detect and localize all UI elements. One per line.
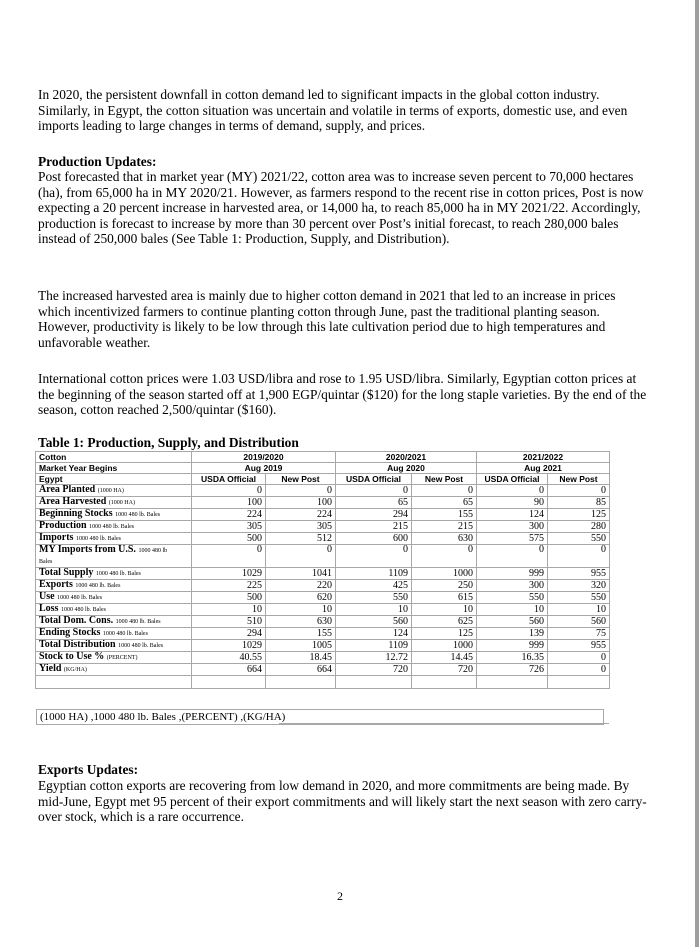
header-post: New Post bbox=[548, 474, 610, 485]
table-cell: 1109 bbox=[336, 640, 412, 652]
table-cell: 0 bbox=[548, 485, 610, 497]
table-cell: 0 bbox=[192, 485, 266, 497]
table-row bbox=[36, 664, 610, 676]
row-label bbox=[36, 652, 192, 664]
table-cell: 630 bbox=[412, 533, 477, 545]
header-begin-1: Aug 2019 bbox=[192, 463, 336, 474]
row-unit: (1000 HA) bbox=[108, 500, 135, 506]
table-cell: 550 bbox=[548, 533, 610, 545]
table-cell: 500 bbox=[192, 533, 266, 545]
row-label-text: Use bbox=[39, 591, 55, 602]
header-official: USDA Official bbox=[336, 474, 412, 485]
header-year-3: 2021/2022 bbox=[477, 452, 610, 463]
row-label bbox=[36, 640, 192, 652]
row-label-text: Area Harvested bbox=[39, 496, 107, 507]
production-heading: Production Updates: bbox=[38, 154, 157, 169]
row-label bbox=[36, 509, 192, 521]
table-cell: 90 bbox=[477, 497, 548, 509]
row-unit: 1000 480 lb. Bales bbox=[102, 631, 148, 637]
table-row-blank bbox=[36, 676, 610, 689]
table-cell: 0 bbox=[477, 485, 548, 497]
table-cell: 224 bbox=[266, 509, 336, 521]
table-cell: 224 bbox=[192, 509, 266, 521]
production-paragraph-2: The increased harvested area is mainly due to higher cotton demand in 2021 that led to an increase in prices which incentivized farmers to continue planting cotton through June, past the traditional planting season. However, productivity is likely to be low through this late cultivation period due to high temperatures and unfavorable weather. bbox=[38, 288, 616, 350]
table-row bbox=[36, 485, 610, 497]
table-header-years bbox=[36, 452, 610, 463]
table-cell: 124 bbox=[477, 509, 548, 521]
table-title: Table 1: Production, Supply, and Distribution bbox=[38, 435, 299, 450]
table-cell: 16.35 bbox=[477, 652, 548, 664]
table-cell: 720 bbox=[336, 664, 412, 676]
table-cell: 10 bbox=[192, 604, 266, 616]
table-cell: 560 bbox=[336, 616, 412, 628]
row-label-text: MY Imports from U.S. bbox=[39, 544, 136, 555]
production-paragraph-3: International cotton prices were 1.03 USD/libra and rose to 1.95 USD/libra. Similarly, Egyptian cotton prices at the beginning of the season started off at 1,900 EGP/quintar ($120) for the long staple varieties. By the end of the season, cotton reached 2,500/quintar ($160). bbox=[38, 371, 647, 418]
row-unit: 1000 480 lb. Bales bbox=[75, 583, 121, 589]
table-cell: 0 bbox=[477, 545, 548, 568]
row-label-text: Total Supply bbox=[39, 567, 94, 578]
table-cell: 280 bbox=[548, 521, 610, 533]
table-cell: 320 bbox=[548, 580, 610, 592]
table-cell: 1041 bbox=[266, 568, 336, 580]
row-label bbox=[36, 604, 192, 616]
row-unit: (1000 HA) bbox=[97, 488, 124, 494]
exports-paragraph: Egyptian cotton exports are recovering from low demand in 2020, and more commitments are being made. By mid-June, Egypt met 95 percent of their export commitments and will likely start the next season with zero carry-over stock, which is a rare occurrence. bbox=[38, 778, 647, 825]
table-cell: 125 bbox=[412, 628, 477, 640]
table-cell: 0 bbox=[548, 664, 610, 676]
table-cell: 155 bbox=[412, 509, 477, 521]
header-begin-2: Aug 2020 bbox=[336, 463, 477, 474]
table-cell: 550 bbox=[548, 592, 610, 604]
row-label bbox=[36, 521, 192, 533]
table-cell: 625 bbox=[412, 616, 477, 628]
table-cell: 664 bbox=[266, 664, 336, 676]
table-cell: 510 bbox=[192, 616, 266, 628]
table-cell: 10 bbox=[266, 604, 336, 616]
table-cell: 600 bbox=[336, 533, 412, 545]
table-cell: 100 bbox=[192, 497, 266, 509]
table-cell: 500 bbox=[192, 592, 266, 604]
table-cell: 1109 bbox=[336, 568, 412, 580]
header-post: New Post bbox=[266, 474, 336, 485]
table-cell: 560 bbox=[548, 616, 610, 628]
row-label bbox=[36, 568, 192, 580]
row-unit-continued: Bales bbox=[39, 559, 53, 565]
table-cell: 575 bbox=[477, 533, 548, 545]
table-cell: 0 bbox=[412, 485, 477, 497]
page-right-border bbox=[695, 0, 699, 947]
table-cell: 0 bbox=[412, 545, 477, 568]
table-cell-empty bbox=[36, 676, 192, 689]
table-cell: 0 bbox=[266, 545, 336, 568]
header-market-year: Market Year Begins bbox=[36, 463, 192, 474]
table-cell: 305 bbox=[266, 521, 336, 533]
units-note-rule bbox=[279, 709, 609, 724]
table-cell: 215 bbox=[336, 521, 412, 533]
exports-heading: Exports Updates: bbox=[38, 762, 139, 777]
row-label bbox=[36, 592, 192, 604]
row-label-text: Area Planted bbox=[39, 484, 96, 495]
row-label bbox=[36, 616, 192, 628]
table-cell: 10 bbox=[548, 604, 610, 616]
table-row bbox=[36, 533, 610, 545]
table-cell: 0 bbox=[336, 545, 412, 568]
row-label-text: Stock to Use % bbox=[39, 651, 105, 662]
table-row bbox=[36, 616, 610, 628]
table-cell-empty bbox=[266, 676, 336, 689]
table-cell: 294 bbox=[336, 509, 412, 521]
row-unit: 1000 480 lb. Bales bbox=[118, 643, 164, 649]
table-row bbox=[36, 592, 610, 604]
row-unit: (KG/HA) bbox=[63, 667, 87, 673]
table-cell: 305 bbox=[192, 521, 266, 533]
table-cell: 14.45 bbox=[412, 652, 477, 664]
row-label-text: Imports bbox=[39, 532, 74, 543]
table-cell: 999 bbox=[477, 568, 548, 580]
row-label-text: Yield bbox=[39, 663, 62, 674]
table-cell: 1029 bbox=[192, 640, 266, 652]
header-post: New Post bbox=[412, 474, 477, 485]
header-official: USDA Official bbox=[477, 474, 548, 485]
row-unit: 1000 480 lb. Bales bbox=[115, 619, 161, 625]
table-row bbox=[36, 521, 610, 533]
table-cell: 999 bbox=[477, 640, 548, 652]
header-country: Egypt bbox=[36, 474, 192, 485]
table-cell: 1005 bbox=[266, 640, 336, 652]
table-cell: 955 bbox=[548, 568, 610, 580]
row-label-text: Production bbox=[39, 520, 87, 531]
row-label bbox=[36, 628, 192, 640]
header-official: USDA Official bbox=[192, 474, 266, 485]
table-cell: 615 bbox=[412, 592, 477, 604]
row-unit: 1000 480 lb. Bales bbox=[75, 536, 121, 542]
header-year-1: 2019/2020 bbox=[192, 452, 336, 463]
table-row bbox=[36, 640, 610, 652]
header-begin-3: Aug 2021 bbox=[477, 463, 610, 474]
table-cell: 300 bbox=[477, 580, 548, 592]
table-cell: 560 bbox=[477, 616, 548, 628]
table-header-begin bbox=[36, 463, 610, 474]
table-cell: 1000 bbox=[412, 640, 477, 652]
production-paragraph-1: Post forecasted that in market year (MY) 2021/22, cotton area was to increase seven percent to 70,000 hectares (ha), from 65,000 ha in MY 2020/21. However, as farmers respond to the recent rise in cotton prices, Post is now expecting a 20 percent increase in harvested area, or 14,000 ha, to reach 85,000 ha in MY 2021/22. Accordingly, production is forecast to increase by more than 30 percent over Post’s initial forecast, to reach 280,000 bales instead of 250,000 bales (See Table 1: Production, Supply, and Distribution). bbox=[38, 169, 644, 247]
row-label-text: Total Dom. Cons. bbox=[39, 615, 114, 626]
row-unit: 1000 480 lb. Bales bbox=[60, 607, 106, 613]
table-cell: 85 bbox=[548, 497, 610, 509]
table-row bbox=[36, 545, 610, 568]
table-cell: 18.45 bbox=[266, 652, 336, 664]
table-cell: 225 bbox=[192, 580, 266, 592]
table-row bbox=[36, 580, 610, 592]
table-cell: 726 bbox=[477, 664, 548, 676]
table-cell: 215 bbox=[412, 521, 477, 533]
row-unit: (PERCENT) bbox=[106, 655, 138, 661]
table-cell: 0 bbox=[336, 485, 412, 497]
row-label bbox=[36, 664, 192, 676]
row-label-text: Total Distribution bbox=[39, 639, 116, 650]
row-unit: 1000 480 lb. Bales bbox=[57, 595, 103, 601]
table-cell: 65 bbox=[412, 497, 477, 509]
table-row bbox=[36, 509, 610, 521]
table-row bbox=[36, 628, 610, 640]
page-number: 2 bbox=[337, 889, 343, 903]
intro-paragraph: In 2020, the persistent downfall in cotton demand led to significant impacts in the global cotton industry. Similarly, in Egypt, the cotton situation was uncertain and volatile in terms of exports, domestic use, and even imports leading to large changes in terms of demand, supply, and prices. bbox=[38, 87, 628, 134]
table-cell: 1000 bbox=[412, 568, 477, 580]
table-cell: 620 bbox=[266, 592, 336, 604]
row-unit: 1000 480 lb bbox=[138, 548, 168, 554]
table-cell-empty bbox=[412, 676, 477, 689]
table-cell: 65 bbox=[336, 497, 412, 509]
row-label bbox=[36, 533, 192, 545]
table-cell: 300 bbox=[477, 521, 548, 533]
table-cell: 10 bbox=[412, 604, 477, 616]
table-cell: 0 bbox=[548, 545, 610, 568]
table-cell-empty bbox=[192, 676, 266, 689]
row-label-text: Exports bbox=[39, 579, 73, 590]
row-unit: 1000 480 lb. Bales bbox=[95, 571, 141, 577]
table-cell: 100 bbox=[266, 497, 336, 509]
row-unit: 1000 480 lb. Bales bbox=[89, 524, 135, 530]
table-cell: 720 bbox=[412, 664, 477, 676]
table-cell: 0 bbox=[266, 485, 336, 497]
table-cell-empty bbox=[336, 676, 412, 689]
table-cell: 125 bbox=[548, 509, 610, 521]
table-row bbox=[36, 604, 610, 616]
table-cell: 630 bbox=[266, 616, 336, 628]
row-unit: 1000 480 lb. Bales bbox=[115, 512, 161, 518]
table-cell: 10 bbox=[477, 604, 548, 616]
table-row bbox=[36, 652, 610, 664]
units-note: (1000 HA) ,1000 480 lb. Bales ,(PERCENT) ,(KG/HA) bbox=[36, 709, 604, 725]
header-commodity: Cotton bbox=[36, 452, 192, 463]
table-cell: 139 bbox=[477, 628, 548, 640]
table-cell: 40.55 bbox=[192, 652, 266, 664]
table-cell: 10 bbox=[336, 604, 412, 616]
row-label-text: Ending Stocks bbox=[39, 627, 101, 638]
row-label-text: Loss bbox=[39, 603, 59, 614]
table-cell: 220 bbox=[266, 580, 336, 592]
table-cell: 955 bbox=[548, 640, 610, 652]
table-cell: 512 bbox=[266, 533, 336, 545]
header-year-2: 2020/2021 bbox=[336, 452, 477, 463]
table-cell-empty bbox=[548, 676, 610, 689]
table-cell: 425 bbox=[336, 580, 412, 592]
table-cell-empty bbox=[477, 676, 548, 689]
table-cell: 0 bbox=[192, 545, 266, 568]
table-cell: 75 bbox=[548, 628, 610, 640]
row-label bbox=[36, 580, 192, 592]
row-label bbox=[36, 497, 192, 509]
table-row bbox=[36, 568, 610, 580]
psd-table bbox=[35, 451, 610, 689]
table-header-columns bbox=[36, 474, 610, 485]
table-cell: 0 bbox=[548, 652, 610, 664]
table-cell: 1029 bbox=[192, 568, 266, 580]
table-row bbox=[36, 497, 610, 509]
table-cell: 12.72 bbox=[336, 652, 412, 664]
table-cell: 550 bbox=[477, 592, 548, 604]
row-label bbox=[36, 545, 192, 568]
table-cell: 294 bbox=[192, 628, 266, 640]
table-cell: 250 bbox=[412, 580, 477, 592]
row-label-text: Beginning Stocks bbox=[39, 508, 113, 519]
table-cell: 124 bbox=[336, 628, 412, 640]
table-cell: 155 bbox=[266, 628, 336, 640]
row-label bbox=[36, 485, 192, 497]
table-cell: 550 bbox=[336, 592, 412, 604]
table-cell: 664 bbox=[192, 664, 266, 676]
